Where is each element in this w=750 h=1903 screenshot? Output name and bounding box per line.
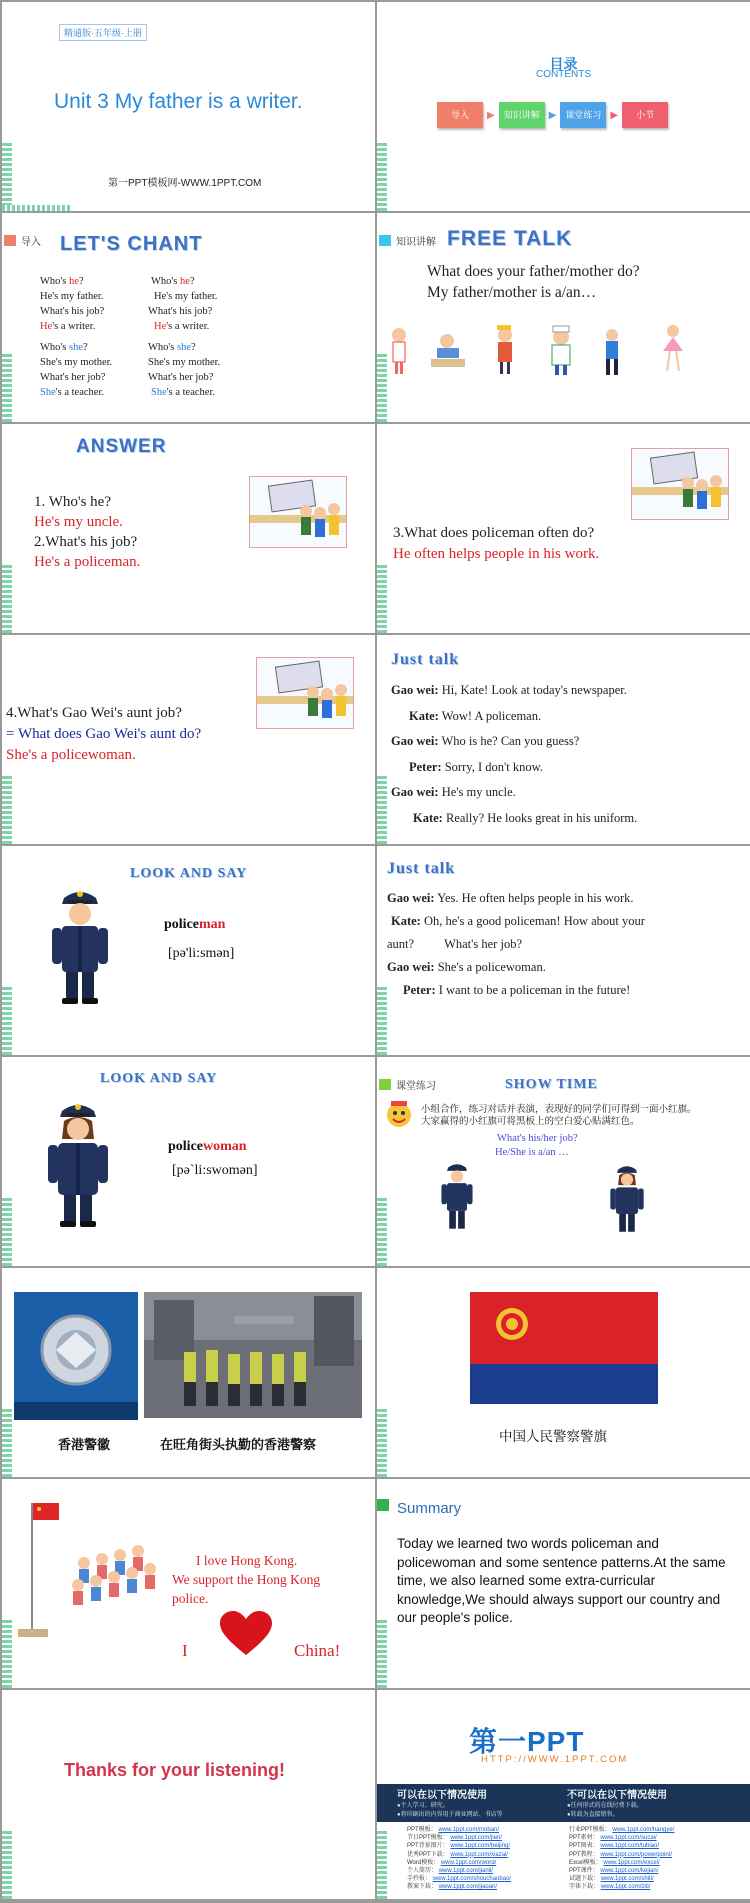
slide-hk-police [2,1268,375,1477]
cook-figure [497,325,512,374]
practice-answer: He/She is a/an … [495,1147,569,1158]
cartoon-mascot-icon [381,1099,417,1135]
artist-figure [431,334,465,367]
decor-stripe [377,1829,387,1899]
link[interactable]: www.1ppt.com/jianli/ [438,1868,494,1875]
unit-title: Unit 3 My father is a writer. [54,90,303,113]
question-1: What does your father/mother do? [427,263,640,280]
emblem-caption: 香港警徽 [58,1437,111,1452]
decor-stripe [2,352,12,422]
chant-col-2: Who's he? He's my father. What's his job? He's a writer. Who's she? She's my mother. What's her job? She's a teacher. [148,276,221,398]
vocab-word: policewoman [168,1139,247,1154]
link[interactable]: www.1ppt.com/hangye/ [612,1827,675,1833]
slide-contents [377,2,750,211]
love-line-3: police. [172,1591,209,1606]
nurse-figure [392,328,406,374]
arrow-right-icon: ▶ [487,109,495,121]
links-right: 行业PPT模板： www.1ppt.com/hangye/ PPT素材： www.1ppt.com/sucai/ PPT图表： www.1ppt.com/tubiao/ PPT教程： www.1ppt.com/powerpoint/ Excel模板： www.1ppt.com/excel/ PPT课件： www.1ppt.com/kejian/ 试题下载： www.1ppt.com/shiti/ 字体下载： www.1ppt.com/ziti/ [569,1827,675,1891]
love-line-2: We support the Hong Kong [172,1572,321,1587]
section-tag: 课堂练习 [379,1077,436,1092]
1ppt-url: HTTP://WWW.1PPT.COM [481,1754,629,1765]
love-line-1: I love Hong Kong. [196,1553,298,1568]
answer-line-3: 2.What's his job? [34,534,138,550]
decor-stripe [2,1196,12,1266]
vocab-word: policeman [164,917,226,932]
hk-police-emblem-photo [14,1292,138,1420]
slide-title [2,2,375,211]
instruction-2: 大家赢得的小红旗可将黑板上的空白爱心贴满红色。 [421,1116,640,1127]
link[interactable]: www.1ppt.com/shiti/ [600,1876,654,1883]
contents-subheading: CONTENTS [536,69,591,80]
arrow-right-icon: ▶ [610,109,619,121]
decor-stripe [2,1407,12,1477]
slide-police-flag [377,1268,750,1477]
step-practice[interactable]: 课堂练习 [560,102,606,128]
decor-stripe [377,1618,387,1688]
slide-look-say-policewoman [2,1057,375,1266]
contents-heading: 目录 [549,56,578,72]
answer-line-1: 1. Who's he? [34,494,111,510]
newspaper-picture [256,657,354,729]
policewoman-picture [42,1099,114,1229]
slide-summary [377,1479,750,1688]
link[interactable]: www.1ppt.com/shouchaobao/ [432,1876,512,1883]
q4-line-3: She's a policewoman. [6,747,136,763]
cannot-use-2: ●转载为直接销售。 [567,1812,619,1818]
slide-free-talk [377,213,750,422]
policeman-picture [437,1151,477,1243]
flag-children-picture [14,1493,174,1643]
love-china: China! [294,1641,341,1660]
answer-line-2: He's my uncle. [34,514,123,530]
decor-stripe [377,352,387,422]
worker-figure [606,329,618,375]
decor-stripe [2,1618,12,1688]
practice-question: What's his/her job? [497,1133,578,1144]
answer-3: He often helps people in his work. [393,546,600,562]
newspaper-picture [631,448,729,520]
link[interactable]: www.1ppt.com/xiazai/ [450,1851,509,1858]
step-intro[interactable]: 导入 [437,102,483,128]
decor-stripe [2,563,12,633]
decor-stripe [2,141,12,211]
grade-badge: 精通版·五年级·上册 [59,24,147,41]
q4-line-2: = What does Gao Wei's aunt do? [6,726,202,742]
instruction-1: 小组合作，练习对话并表演，表现好的同学们可得到一面小红旗。 [421,1104,697,1115]
look-say-title: LOOK AND SAY [130,866,248,881]
slide-1ppt-info [377,1690,750,1899]
section-tag: 导入 [4,233,41,248]
summary-marker [377,1499,389,1511]
link[interactable]: www.1ppt.com/sucai/ [600,1835,657,1842]
decor-stripe [377,1196,387,1266]
show-time-title: SHOW TIME [505,1077,598,1092]
love-i: I [182,1641,188,1660]
step-knowledge[interactable]: 知识讲解 [499,102,545,128]
link[interactable]: www.1ppt.com/beijing/ [450,1843,511,1850]
street-caption: 在旺角街头执勤的香港警察 [160,1437,317,1452]
link[interactable]: www.1ppt.com/kejian/ [600,1868,659,1875]
police-flag-picture [470,1292,658,1404]
decor-stripe [2,985,12,1055]
link[interactable]: www.1ppt.com/moban/ [438,1827,500,1833]
slide-answer [2,424,375,633]
link[interactable]: www.1ppt.com/jiaoan/ [438,1884,498,1891]
summary-title: Summary [397,1500,462,1517]
q4-line-1: 4.What's Gao Wei's aunt job? [6,705,182,721]
dancer-figure [663,325,683,371]
steps-row [437,102,668,128]
decor-stripe [377,1407,387,1477]
question-3: 3.What does policeman often do? [393,525,595,541]
look-say-title: LOOK AND SAY [100,1071,218,1086]
link[interactable]: www.1ppt.com/jieri/ [450,1835,503,1842]
1ppt-logo: 第一PPT [469,1726,585,1757]
slide-look-say-policeman [2,846,375,1055]
heart-icon [220,1611,272,1657]
slide-just-talk-1 [377,635,750,844]
link[interactable]: www.1ppt.com/ziti/ [600,1884,651,1891]
doctor-figure [552,326,570,375]
decor-stripe [377,563,387,633]
slide-just-talk-2 [377,846,750,1055]
just-talk-title: Just talk [387,860,456,877]
slide-thanks [2,1690,375,1899]
cannot-use-1: ●任何形式的在线付费下载。 [567,1803,643,1809]
section-tag: 知识讲解 [379,233,436,248]
can-use-2: ●将印刷出的内容用于商业网站、书店等 [397,1812,503,1818]
occupation-figures [387,321,727,381]
can-use-title: 可以在以下情况使用 [397,1790,487,1801]
slide-question-4 [2,635,375,844]
policeman-picture [44,886,116,1006]
link[interactable]: www.1ppt.com/word/ [440,1859,497,1866]
hk-street-police-photo [144,1292,362,1418]
flag-caption: 中国人民警察警旗 [499,1429,607,1444]
summary-body: Today we learned two words policeman and policewoman and some sentence patterns.At the same time, we also learned some extra-curricular knowledge,We should always support our country and our people's police. [397,1536,726,1625]
can-use-1: ●个人学习、研究。 [397,1803,449,1809]
usage-banner [377,1784,750,1822]
decor-stripe [2,1829,12,1899]
phonetic: [pə`li:swomən] [172,1163,258,1178]
link[interactable]: www.1ppt.com/excel/ [603,1859,660,1866]
links-left: PPT模板： www.1ppt.com/moban/ 节日PPT模板： www.1ppt.com/jieri/ PPT背景图片： www.1ppt.com/beijing/ 优秀PPT下载： www.1ppt.com/xiazai/ Word模板： www.1ppt.com/word/ 个人简历： www.1ppt.com/jianli/ 手抄报： www.1ppt.com/shouchaobao/ 教案下载： www.1ppt.com/jiaoan/ [407,1827,512,1891]
slide-chant [2,213,375,422]
decor-stripe [377,141,387,211]
free-talk-title: FREE TALK [447,227,573,250]
just-talk-title: Just talk [391,651,460,668]
cannot-use-title: 不可以在以下情况使用 [567,1790,667,1801]
answer-line-4: He's a policeman. [34,554,141,570]
arrow-right-icon: ▶ [548,109,557,121]
slide-show-time [377,1057,750,1266]
decor-stripe [2,774,12,844]
question-2: My father/mother is a/an… [427,284,597,301]
thanks-text: Thanks for your listening! [64,1760,286,1780]
decor-stripe [377,774,387,844]
step-summary[interactable]: 小节 [622,102,668,128]
decor-stripe [377,985,387,1055]
policewoman-picture [607,1153,647,1245]
phonetic: [pə'li:smən] [168,946,235,961]
slide-love-hk [2,1479,375,1688]
chant-col-1: Who's he? He's my father. What's his job? He's a writer. Who's she? She's my mother. What's her job? She's a teacher. [40,276,113,398]
dialogue: Gao wei: Hi, Kate! Look at today's newspaper. Kate: Wow! A policeman. Gao wei: Who is he? Can you guess? Peter: Sorry, I don't know. Gao wei: He's my uncle. Kate: Really? He looks great in his uniform. [391,683,638,825]
chant-title: LET'S CHANT [60,233,203,255]
footer-text: 第一PPT模板网-WWW.1PPT.COM [108,178,262,189]
decor-stripe-h [2,205,72,211]
link[interactable]: www.1ppt.com/powerpoint/ [600,1851,673,1858]
answer-title: ANSWER [76,436,167,457]
newspaper-picture [249,476,347,548]
slide-question-3 [377,424,750,633]
dialogue: Gao wei: Yes. He often helps people in his work. Kate: Oh, he's a good policeman! How about your aunt? What's her job? Gao wei: She's a policewoman. Peter: I want to be a policeman in the future! [387,891,645,997]
link[interactable]: www.1ppt.com/tubiao/ [600,1843,660,1850]
